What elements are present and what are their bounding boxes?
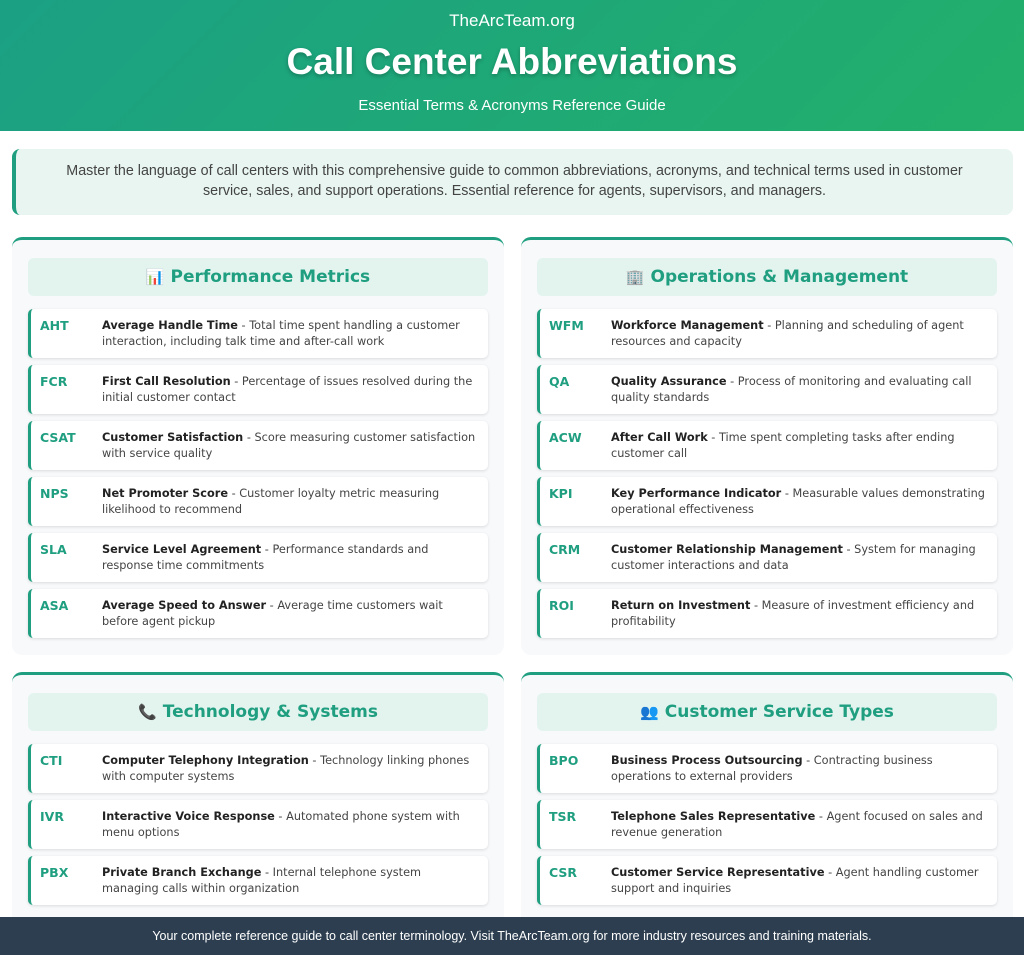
section-title-text: Operations & Management: [650, 267, 909, 287]
term-definition: [102, 542, 480, 574]
term-abbreviation: WFM: [549, 318, 584, 333]
term-full-name: Customer Service Representative: [611, 866, 825, 879]
term-full-name: Average Speed to Answer: [102, 599, 267, 612]
term-item: [28, 365, 488, 414]
term-description: - Internal telephone system managing calls within organization: [102, 866, 422, 895]
term-abbreviation: NPS: [40, 486, 69, 501]
term-definition: [611, 865, 989, 897]
term-full-name: Key Performance Indicator: [611, 487, 782, 500]
term-abbreviation: CRM: [549, 542, 581, 557]
term-description: - Process of monitoring and evaluating call quality standards: [611, 375, 972, 404]
term-definition: [102, 318, 480, 350]
section-title-text: Technology & Systems: [162, 702, 378, 722]
term-description: - Measurable values demonstrating operational effectiveness: [611, 487, 985, 516]
term-description: - Time spent completing tasks after ending customer call: [611, 431, 955, 460]
section-customer-service-types: [521, 672, 1013, 955]
term-abbreviation: CSAT: [40, 430, 76, 445]
term-item: [28, 800, 488, 849]
term-item: [28, 856, 488, 905]
term-abbreviation: SLA: [40, 542, 67, 557]
term-full-name: Telephone Sales Representative: [611, 810, 816, 823]
term-description: - Planning and scheduling of agent resources and capacity: [611, 319, 964, 348]
term-full-name: Private Branch Exchange: [102, 866, 262, 879]
section-title-text: Customer Service Types: [664, 702, 894, 722]
term-full-name: Net Promoter Score: [102, 487, 228, 500]
section-technology-systems: [12, 672, 504, 955]
term-item: [28, 421, 488, 470]
section-title: [28, 258, 488, 296]
term-abbreviation: AHT: [40, 318, 69, 333]
term-definition: [102, 865, 480, 897]
term-full-name: First Call Resolution: [102, 375, 231, 388]
term-full-name: Customer Relationship Management: [611, 543, 843, 556]
bar-chart-icon: 📊: [145, 268, 165, 286]
term-item: [28, 744, 488, 793]
term-full-name: Customer Satisfaction: [102, 431, 244, 444]
people-icon: 👥: [640, 703, 659, 721]
term-definition: [102, 430, 480, 462]
term-definition: [102, 374, 480, 406]
section-title: [28, 693, 488, 731]
term-definition: [611, 318, 989, 350]
term-definition: [611, 486, 989, 518]
term-description: - Automated phone system with menu options: [102, 810, 460, 839]
term-item: [28, 309, 488, 358]
term-abbreviation: CSR: [549, 865, 578, 880]
term-item: [537, 421, 997, 470]
term-description: - Average time customers wait before agent pickup: [102, 599, 443, 628]
term-item: [537, 589, 997, 638]
term-definition: [611, 374, 989, 406]
term-item: [537, 477, 997, 526]
term-full-name: Quality Assurance: [611, 375, 727, 388]
term-description: - Total time spent handling a customer interaction, including talk time and after-call work: [102, 319, 460, 348]
term-definition: [611, 430, 989, 462]
term-description: - Agent handling customer support and inquiries: [611, 866, 979, 895]
term-full-name: Return on Investment: [611, 599, 751, 612]
term-item: [537, 309, 997, 358]
section-title: [537, 258, 997, 296]
term-definition: [611, 809, 989, 841]
term-description: - Percentage of issues resolved during the initial customer contact: [102, 375, 473, 404]
term-description: - Score measuring customer satisfaction with service quality: [102, 431, 476, 460]
term-full-name: Computer Telephony Integration: [102, 754, 309, 767]
page-header: [0, 0, 1024, 131]
term-abbreviation: ROI: [549, 598, 574, 613]
page-title: Call Center Abbreviations: [286, 41, 738, 82]
term-abbreviation: IVR: [40, 809, 64, 824]
term-description: - Agent focused on sales and revenue generation: [611, 810, 983, 839]
term-definition: [102, 753, 480, 785]
term-definition: [102, 598, 480, 630]
term-description: - Performance standards and response time commitments: [102, 543, 429, 572]
section-performance-metrics: [12, 237, 504, 655]
term-description: - Contracting business operations to external providers: [611, 754, 933, 783]
page-subtitle: Essential Terms & Acronyms Reference Guide: [358, 97, 666, 114]
term-abbreviation: QA: [549, 374, 570, 389]
term-full-name: Interactive Voice Response: [102, 810, 275, 823]
term-abbreviation: KPI: [549, 486, 573, 501]
term-full-name: After Call Work: [611, 431, 708, 444]
term-full-name: Workforce Management: [611, 319, 764, 332]
term-description: - Customer loyalty metric measuring likelihood to recommend: [102, 487, 440, 516]
term-item: [28, 477, 488, 526]
term-abbreviation: PBX: [40, 865, 69, 880]
section-title-text: Performance Metrics: [170, 267, 371, 287]
term-abbreviation: FCR: [40, 374, 68, 389]
term-definition: [611, 598, 989, 630]
term-item: [537, 365, 997, 414]
term-full-name: Business Process Outsourcing: [611, 754, 803, 767]
term-abbreviation: TSR: [549, 809, 577, 824]
term-abbreviation: ACW: [549, 430, 582, 445]
term-full-name: Service Level Agreement: [102, 543, 262, 556]
site-name: TheArcTeam.org: [449, 11, 575, 30]
footer-text: Your complete reference guide to call center terminology. Visit TheArcTeam.org for more industry resources and training materials.: [152, 929, 872, 943]
term-item: [537, 800, 997, 849]
page-footer: [0, 917, 1024, 955]
section-title: [537, 693, 997, 731]
term-abbreviation: CTI: [40, 753, 63, 768]
term-item: [537, 533, 997, 582]
term-description: - Technology linking phones with computer systems: [102, 754, 470, 783]
term-item: [537, 856, 997, 905]
term-description: - System for managing customer interactions and data: [611, 543, 976, 572]
term-definition: [611, 753, 989, 785]
term-item: [28, 589, 488, 638]
section-operations-management: [521, 237, 1013, 655]
term-item: [537, 744, 997, 793]
term-abbreviation: ASA: [40, 598, 69, 613]
term-definition: [102, 809, 480, 841]
office-building-icon: 🏢: [625, 268, 645, 286]
term-definition: [102, 486, 480, 518]
telephone-icon: 📞: [138, 703, 157, 721]
term-full-name: Average Handle Time: [102, 319, 238, 332]
term-definition: [611, 542, 989, 574]
intro-text: Master the language of call centers with this comprehensive guide to common abbreviations, acronyms, and technical terms used in customer service, sales, and support operations. Essential reference for agents, supervisors, and managers.: [12, 149, 1013, 215]
term-abbreviation: BPO: [549, 753, 579, 768]
term-item: [28, 533, 488, 582]
term-description: - Measure of investment efficiency and profitability: [611, 599, 975, 628]
